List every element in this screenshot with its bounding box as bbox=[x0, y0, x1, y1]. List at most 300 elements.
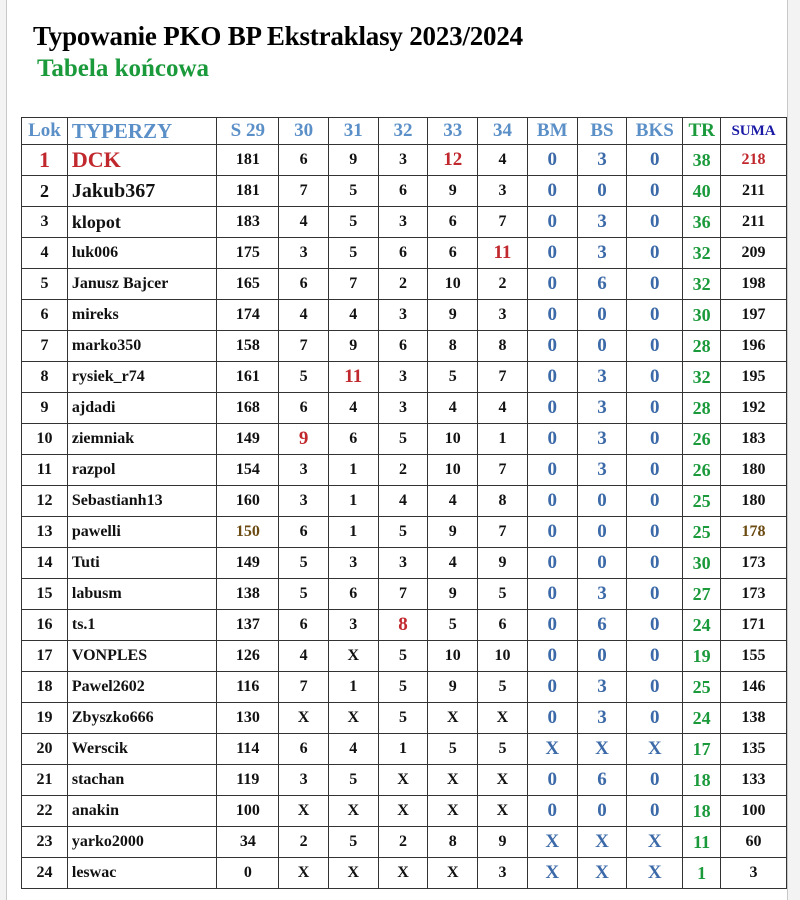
round-31-cell: 1 bbox=[328, 517, 378, 548]
player-name-cell: labusm bbox=[67, 579, 217, 610]
player-name-cell: Janusz Bajcer bbox=[67, 269, 217, 300]
round-33-cell: X bbox=[428, 765, 478, 796]
s29-cell: 181 bbox=[217, 176, 279, 207]
tr-cell: 25 bbox=[683, 672, 721, 703]
suma-cell: 155 bbox=[721, 641, 787, 672]
round-33-cell: X bbox=[428, 796, 478, 827]
bs-cell: 0 bbox=[577, 176, 627, 207]
round-31-cell: 4 bbox=[328, 300, 378, 331]
round-30-cell: 6 bbox=[279, 393, 329, 424]
player-name-cell: Pawel2602 bbox=[67, 672, 217, 703]
round-34-cell: 7 bbox=[478, 517, 528, 548]
suma-cell: 173 bbox=[721, 579, 787, 610]
bks-cell: 0 bbox=[627, 796, 683, 827]
col-header-s29: S 29 bbox=[217, 118, 279, 145]
round-34-cell: 5 bbox=[478, 579, 528, 610]
round-34-cell: 8 bbox=[478, 331, 528, 362]
round-34-cell: 1 bbox=[478, 424, 528, 455]
round-32-cell: X bbox=[378, 765, 428, 796]
round-34-cell: 3 bbox=[478, 858, 528, 889]
round-33-cell: 4 bbox=[428, 393, 478, 424]
bm-cell: 0 bbox=[527, 486, 577, 517]
round-34-cell: 3 bbox=[478, 300, 528, 331]
suma-cell: 173 bbox=[721, 548, 787, 579]
bm-cell: 0 bbox=[527, 424, 577, 455]
col-header-bm: BM bbox=[527, 118, 577, 145]
col-header-tr: TR bbox=[683, 118, 721, 145]
round-32-cell: 5 bbox=[378, 517, 428, 548]
round-34-cell: X bbox=[478, 703, 528, 734]
bm-cell: 0 bbox=[527, 393, 577, 424]
bs-cell: X bbox=[577, 858, 627, 889]
rank-cell: 24 bbox=[22, 858, 68, 889]
bm-cell: 0 bbox=[527, 517, 577, 548]
s29-cell: 183 bbox=[217, 207, 279, 238]
table-row bbox=[22, 672, 787, 703]
round-30-cell: 9 bbox=[279, 424, 329, 455]
bs-cell: 3 bbox=[577, 362, 627, 393]
round-34-cell: 8 bbox=[478, 486, 528, 517]
rank-cell: 13 bbox=[22, 517, 68, 548]
player-name-cell: razpol bbox=[67, 455, 217, 486]
tr-cell: 18 bbox=[683, 765, 721, 796]
tr-cell: 40 bbox=[683, 176, 721, 207]
round-34-cell: 3 bbox=[478, 176, 528, 207]
table-row bbox=[22, 765, 787, 796]
s29-cell: 149 bbox=[217, 548, 279, 579]
round-31-cell: 11 bbox=[328, 362, 378, 393]
round-30-cell: 4 bbox=[279, 207, 329, 238]
bm-cell: 0 bbox=[527, 331, 577, 362]
tr-cell: 32 bbox=[683, 238, 721, 269]
tr-cell: 32 bbox=[683, 362, 721, 393]
col-header-30: 30 bbox=[279, 118, 329, 145]
tr-cell: 19 bbox=[683, 641, 721, 672]
round-34-cell: 9 bbox=[478, 548, 528, 579]
bm-cell: 0 bbox=[527, 362, 577, 393]
rank-cell: 12 bbox=[22, 486, 68, 517]
tr-cell: 32 bbox=[683, 269, 721, 300]
bs-cell: X bbox=[577, 734, 627, 765]
rank-cell: 21 bbox=[22, 765, 68, 796]
suma-cell: 180 bbox=[721, 455, 787, 486]
round-33-cell: 5 bbox=[428, 734, 478, 765]
round-32-cell: X bbox=[378, 796, 428, 827]
suma-cell: 138 bbox=[721, 703, 787, 734]
table-row bbox=[22, 207, 787, 238]
table-row bbox=[22, 238, 787, 269]
player-name-cell: pawelli bbox=[67, 517, 217, 548]
table-row bbox=[22, 331, 787, 362]
rank-cell: 19 bbox=[22, 703, 68, 734]
round-31-cell: 1 bbox=[328, 486, 378, 517]
round-32-cell: 3 bbox=[378, 393, 428, 424]
round-31-cell: 5 bbox=[328, 176, 378, 207]
round-31-cell: 1 bbox=[328, 455, 378, 486]
table-row bbox=[22, 703, 787, 734]
bs-cell: 3 bbox=[577, 238, 627, 269]
bks-cell: 0 bbox=[627, 424, 683, 455]
round-30-cell: 5 bbox=[279, 548, 329, 579]
round-32-cell: 5 bbox=[378, 703, 428, 734]
bks-cell: 0 bbox=[627, 176, 683, 207]
s29-cell: 158 bbox=[217, 331, 279, 362]
round-33-cell: 9 bbox=[428, 176, 478, 207]
bs-cell: X bbox=[577, 827, 627, 858]
round-31-cell: 9 bbox=[328, 145, 378, 176]
bks-cell: 0 bbox=[627, 579, 683, 610]
round-31-cell: 6 bbox=[328, 579, 378, 610]
round-31-cell: 6 bbox=[328, 424, 378, 455]
round-30-cell: 5 bbox=[279, 362, 329, 393]
suma-cell: 192 bbox=[721, 393, 787, 424]
bks-cell: 0 bbox=[627, 548, 683, 579]
round-31-cell: 5 bbox=[328, 207, 378, 238]
s29-cell: 154 bbox=[217, 455, 279, 486]
suma-cell: 196 bbox=[721, 331, 787, 362]
bs-cell: 0 bbox=[577, 331, 627, 362]
round-32-cell: 2 bbox=[378, 827, 428, 858]
round-32-cell: X bbox=[378, 858, 428, 889]
rank-cell: 15 bbox=[22, 579, 68, 610]
player-name-cell: klopot bbox=[67, 207, 217, 238]
tr-cell: 24 bbox=[683, 610, 721, 641]
tr-cell: 26 bbox=[683, 424, 721, 455]
bm-cell: 0 bbox=[527, 176, 577, 207]
bks-cell: 0 bbox=[627, 641, 683, 672]
col-header-suma: SUMA bbox=[721, 118, 787, 145]
player-name-cell: anakin bbox=[67, 796, 217, 827]
round-30-cell: 3 bbox=[279, 238, 329, 269]
bks-cell: X bbox=[627, 858, 683, 889]
tr-cell: 30 bbox=[683, 548, 721, 579]
s29-cell: 175 bbox=[217, 238, 279, 269]
round-34-cell: 11 bbox=[478, 238, 528, 269]
round-30-cell: 5 bbox=[279, 579, 329, 610]
table-row bbox=[22, 641, 787, 672]
rank-cell: 23 bbox=[22, 827, 68, 858]
suma-cell: 198 bbox=[721, 269, 787, 300]
round-32-cell: 8 bbox=[378, 610, 428, 641]
s29-cell: 130 bbox=[217, 703, 279, 734]
suma-cell: 178 bbox=[721, 517, 787, 548]
col-header-33: 33 bbox=[428, 118, 478, 145]
round-34-cell: 10 bbox=[478, 641, 528, 672]
tr-cell: 36 bbox=[683, 207, 721, 238]
table-row bbox=[22, 610, 787, 641]
s29-cell: 34 bbox=[217, 827, 279, 858]
tr-cell: 11 bbox=[683, 827, 721, 858]
table-row bbox=[22, 548, 787, 579]
bm-cell: X bbox=[527, 827, 577, 858]
round-30-cell: 2 bbox=[279, 827, 329, 858]
bm-cell: 0 bbox=[527, 145, 577, 176]
bm-cell: X bbox=[527, 734, 577, 765]
s29-cell: 161 bbox=[217, 362, 279, 393]
round-32-cell: 3 bbox=[378, 548, 428, 579]
col-header-34: 34 bbox=[478, 118, 528, 145]
suma-cell: 171 bbox=[721, 610, 787, 641]
round-32-cell: 4 bbox=[378, 486, 428, 517]
round-31-cell: 3 bbox=[328, 548, 378, 579]
s29-cell: 168 bbox=[217, 393, 279, 424]
round-34-cell: 7 bbox=[478, 207, 528, 238]
suma-cell: 180 bbox=[721, 486, 787, 517]
player-name-cell: ts.1 bbox=[67, 610, 217, 641]
table-row bbox=[22, 455, 787, 486]
round-33-cell: 5 bbox=[428, 362, 478, 393]
bs-cell: 3 bbox=[577, 393, 627, 424]
suma-cell: 133 bbox=[721, 765, 787, 796]
round-31-cell: 7 bbox=[328, 269, 378, 300]
tr-cell: 18 bbox=[683, 796, 721, 827]
document-subtitle: Tabela końcowa bbox=[37, 55, 210, 82]
table-row bbox=[22, 300, 787, 331]
s29-cell: 160 bbox=[217, 486, 279, 517]
round-33-cell: 10 bbox=[428, 424, 478, 455]
tr-cell: 28 bbox=[683, 331, 721, 362]
rank-cell: 7 bbox=[22, 331, 68, 362]
bks-cell: 0 bbox=[627, 362, 683, 393]
s29-cell: 150 bbox=[217, 517, 279, 548]
round-31-cell: 9 bbox=[328, 331, 378, 362]
suma-cell: 218 bbox=[721, 145, 787, 176]
suma-cell: 195 bbox=[721, 362, 787, 393]
round-31-cell: X bbox=[328, 858, 378, 889]
round-31-cell: X bbox=[328, 703, 378, 734]
bs-cell: 6 bbox=[577, 610, 627, 641]
player-name-cell: yarko2000 bbox=[67, 827, 217, 858]
round-34-cell: X bbox=[478, 796, 528, 827]
tr-cell: 25 bbox=[683, 486, 721, 517]
player-name-cell: ajdadi bbox=[67, 393, 217, 424]
bks-cell: 0 bbox=[627, 300, 683, 331]
rank-cell: 14 bbox=[22, 548, 68, 579]
rank-cell: 11 bbox=[22, 455, 68, 486]
round-30-cell: X bbox=[279, 796, 329, 827]
table-body bbox=[22, 145, 787, 889]
suma-cell: 209 bbox=[721, 238, 787, 269]
round-31-cell: 4 bbox=[328, 734, 378, 765]
s29-cell: 119 bbox=[217, 765, 279, 796]
rank-cell: 6 bbox=[22, 300, 68, 331]
s29-cell: 174 bbox=[217, 300, 279, 331]
suma-cell: 3 bbox=[721, 858, 787, 889]
bm-cell: 0 bbox=[527, 207, 577, 238]
round-34-cell: 5 bbox=[478, 734, 528, 765]
round-30-cell: 6 bbox=[279, 734, 329, 765]
round-32-cell: 6 bbox=[378, 331, 428, 362]
table-header-row bbox=[22, 118, 787, 145]
player-name-cell: stachan bbox=[67, 765, 217, 796]
rank-cell: 16 bbox=[22, 610, 68, 641]
document-title: Typowanie PKO BP Ekstraklasy 2023/2024 bbox=[33, 21, 523, 51]
round-33-cell: 12 bbox=[428, 145, 478, 176]
suma-cell: 197 bbox=[721, 300, 787, 331]
table-row bbox=[22, 145, 787, 176]
rank-cell: 3 bbox=[22, 207, 68, 238]
table-row bbox=[22, 734, 787, 765]
bks-cell: 0 bbox=[627, 672, 683, 703]
bs-cell: 0 bbox=[577, 486, 627, 517]
s29-cell: 100 bbox=[217, 796, 279, 827]
bks-cell: 0 bbox=[627, 238, 683, 269]
tr-cell: 30 bbox=[683, 300, 721, 331]
col-header-lok: Lok bbox=[22, 118, 68, 145]
rank-cell: 9 bbox=[22, 393, 68, 424]
bks-cell: 0 bbox=[627, 145, 683, 176]
round-31-cell: 3 bbox=[328, 610, 378, 641]
round-30-cell: 6 bbox=[279, 269, 329, 300]
rank-cell: 10 bbox=[22, 424, 68, 455]
round-30-cell: 7 bbox=[279, 331, 329, 362]
table-row bbox=[22, 362, 787, 393]
tr-cell: 1 bbox=[683, 858, 721, 889]
round-33-cell: 10 bbox=[428, 641, 478, 672]
player-name-cell: Tuti bbox=[67, 548, 217, 579]
bm-cell: 0 bbox=[527, 269, 577, 300]
bs-cell: 6 bbox=[577, 765, 627, 796]
player-name-cell: Werscik bbox=[67, 734, 217, 765]
round-33-cell: 9 bbox=[428, 300, 478, 331]
round-32-cell: 3 bbox=[378, 207, 428, 238]
tr-cell: 24 bbox=[683, 703, 721, 734]
round-30-cell: 3 bbox=[279, 765, 329, 796]
table-row bbox=[22, 176, 787, 207]
round-30-cell: 4 bbox=[279, 641, 329, 672]
round-32-cell: 5 bbox=[378, 672, 428, 703]
round-33-cell: X bbox=[428, 858, 478, 889]
round-34-cell: 2 bbox=[478, 269, 528, 300]
bks-cell: 0 bbox=[627, 455, 683, 486]
table-row bbox=[22, 796, 787, 827]
player-name-cell: marko350 bbox=[67, 331, 217, 362]
table-row bbox=[22, 269, 787, 300]
bks-cell: 0 bbox=[627, 765, 683, 796]
round-33-cell: 10 bbox=[428, 455, 478, 486]
round-33-cell: X bbox=[428, 703, 478, 734]
player-name-cell: rysiek_r74 bbox=[67, 362, 217, 393]
bm-cell: 0 bbox=[527, 765, 577, 796]
bs-cell: 0 bbox=[577, 796, 627, 827]
suma-cell: 135 bbox=[721, 734, 787, 765]
round-33-cell: 8 bbox=[428, 331, 478, 362]
player-name-cell: luk006 bbox=[67, 238, 217, 269]
table-row bbox=[22, 486, 787, 517]
suma-cell: 211 bbox=[721, 176, 787, 207]
col-header-31: 31 bbox=[328, 118, 378, 145]
suma-cell: 183 bbox=[721, 424, 787, 455]
col-header-typerzy: TYPERZY bbox=[67, 118, 217, 145]
round-30-cell: X bbox=[279, 858, 329, 889]
round-33-cell: 4 bbox=[428, 548, 478, 579]
bs-cell: 0 bbox=[577, 641, 627, 672]
player-name-cell: Zbyszko666 bbox=[67, 703, 217, 734]
bs-cell: 6 bbox=[577, 269, 627, 300]
round-30-cell: 7 bbox=[279, 672, 329, 703]
bm-cell: 0 bbox=[527, 579, 577, 610]
round-34-cell: 6 bbox=[478, 610, 528, 641]
table-row bbox=[22, 424, 787, 455]
round-32-cell: 1 bbox=[378, 734, 428, 765]
round-33-cell: 10 bbox=[428, 269, 478, 300]
round-33-cell: 6 bbox=[428, 207, 478, 238]
bks-cell: 0 bbox=[627, 517, 683, 548]
bks-cell: 0 bbox=[627, 486, 683, 517]
bks-cell: 0 bbox=[627, 393, 683, 424]
round-30-cell: 4 bbox=[279, 300, 329, 331]
player-name-cell: mireks bbox=[67, 300, 217, 331]
bks-cell: X bbox=[627, 827, 683, 858]
round-31-cell: 4 bbox=[328, 393, 378, 424]
round-32-cell: 7 bbox=[378, 579, 428, 610]
round-34-cell: 5 bbox=[478, 672, 528, 703]
rank-cell: 20 bbox=[22, 734, 68, 765]
tr-cell: 17 bbox=[683, 734, 721, 765]
bs-cell: 0 bbox=[577, 300, 627, 331]
bm-cell: 0 bbox=[527, 641, 577, 672]
bs-cell: 3 bbox=[577, 207, 627, 238]
round-33-cell: 4 bbox=[428, 486, 478, 517]
round-33-cell: 9 bbox=[428, 579, 478, 610]
round-34-cell: 7 bbox=[478, 362, 528, 393]
bks-cell: 0 bbox=[627, 207, 683, 238]
s29-cell: 0 bbox=[217, 858, 279, 889]
table-row bbox=[22, 579, 787, 610]
rank-cell: 2 bbox=[22, 176, 68, 207]
bm-cell: 0 bbox=[527, 238, 577, 269]
round-31-cell: X bbox=[328, 796, 378, 827]
col-header-bks: BKS bbox=[627, 118, 683, 145]
bs-cell: 0 bbox=[577, 517, 627, 548]
s29-cell: 149 bbox=[217, 424, 279, 455]
round-32-cell: 6 bbox=[378, 176, 428, 207]
bm-cell: 0 bbox=[527, 548, 577, 579]
round-34-cell: 7 bbox=[478, 455, 528, 486]
bm-cell: 0 bbox=[527, 672, 577, 703]
bm-cell: 0 bbox=[527, 703, 577, 734]
table-row bbox=[22, 827, 787, 858]
document-page bbox=[6, 0, 788, 900]
round-32-cell: 5 bbox=[378, 424, 428, 455]
round-32-cell: 3 bbox=[378, 362, 428, 393]
suma-cell: 211 bbox=[721, 207, 787, 238]
round-31-cell: 5 bbox=[328, 827, 378, 858]
s29-cell: 126 bbox=[217, 641, 279, 672]
round-32-cell: 2 bbox=[378, 269, 428, 300]
round-34-cell: 4 bbox=[478, 393, 528, 424]
bks-cell: 0 bbox=[627, 703, 683, 734]
tr-cell: 38 bbox=[683, 145, 721, 176]
round-32-cell: 6 bbox=[378, 238, 428, 269]
bm-cell: 0 bbox=[527, 610, 577, 641]
suma-cell: 60 bbox=[721, 827, 787, 858]
bs-cell: 3 bbox=[577, 145, 627, 176]
bs-cell: 3 bbox=[577, 424, 627, 455]
round-31-cell: 5 bbox=[328, 238, 378, 269]
round-34-cell: 9 bbox=[478, 827, 528, 858]
bm-cell: X bbox=[527, 858, 577, 889]
tr-cell: 27 bbox=[683, 579, 721, 610]
round-33-cell: 8 bbox=[428, 827, 478, 858]
col-header-32: 32 bbox=[378, 118, 428, 145]
round-34-cell: 4 bbox=[478, 145, 528, 176]
round-32-cell: 2 bbox=[378, 455, 428, 486]
table-row bbox=[22, 517, 787, 548]
col-header-bs: BS bbox=[577, 118, 627, 145]
tr-cell: 25 bbox=[683, 517, 721, 548]
rank-cell: 8 bbox=[22, 362, 68, 393]
